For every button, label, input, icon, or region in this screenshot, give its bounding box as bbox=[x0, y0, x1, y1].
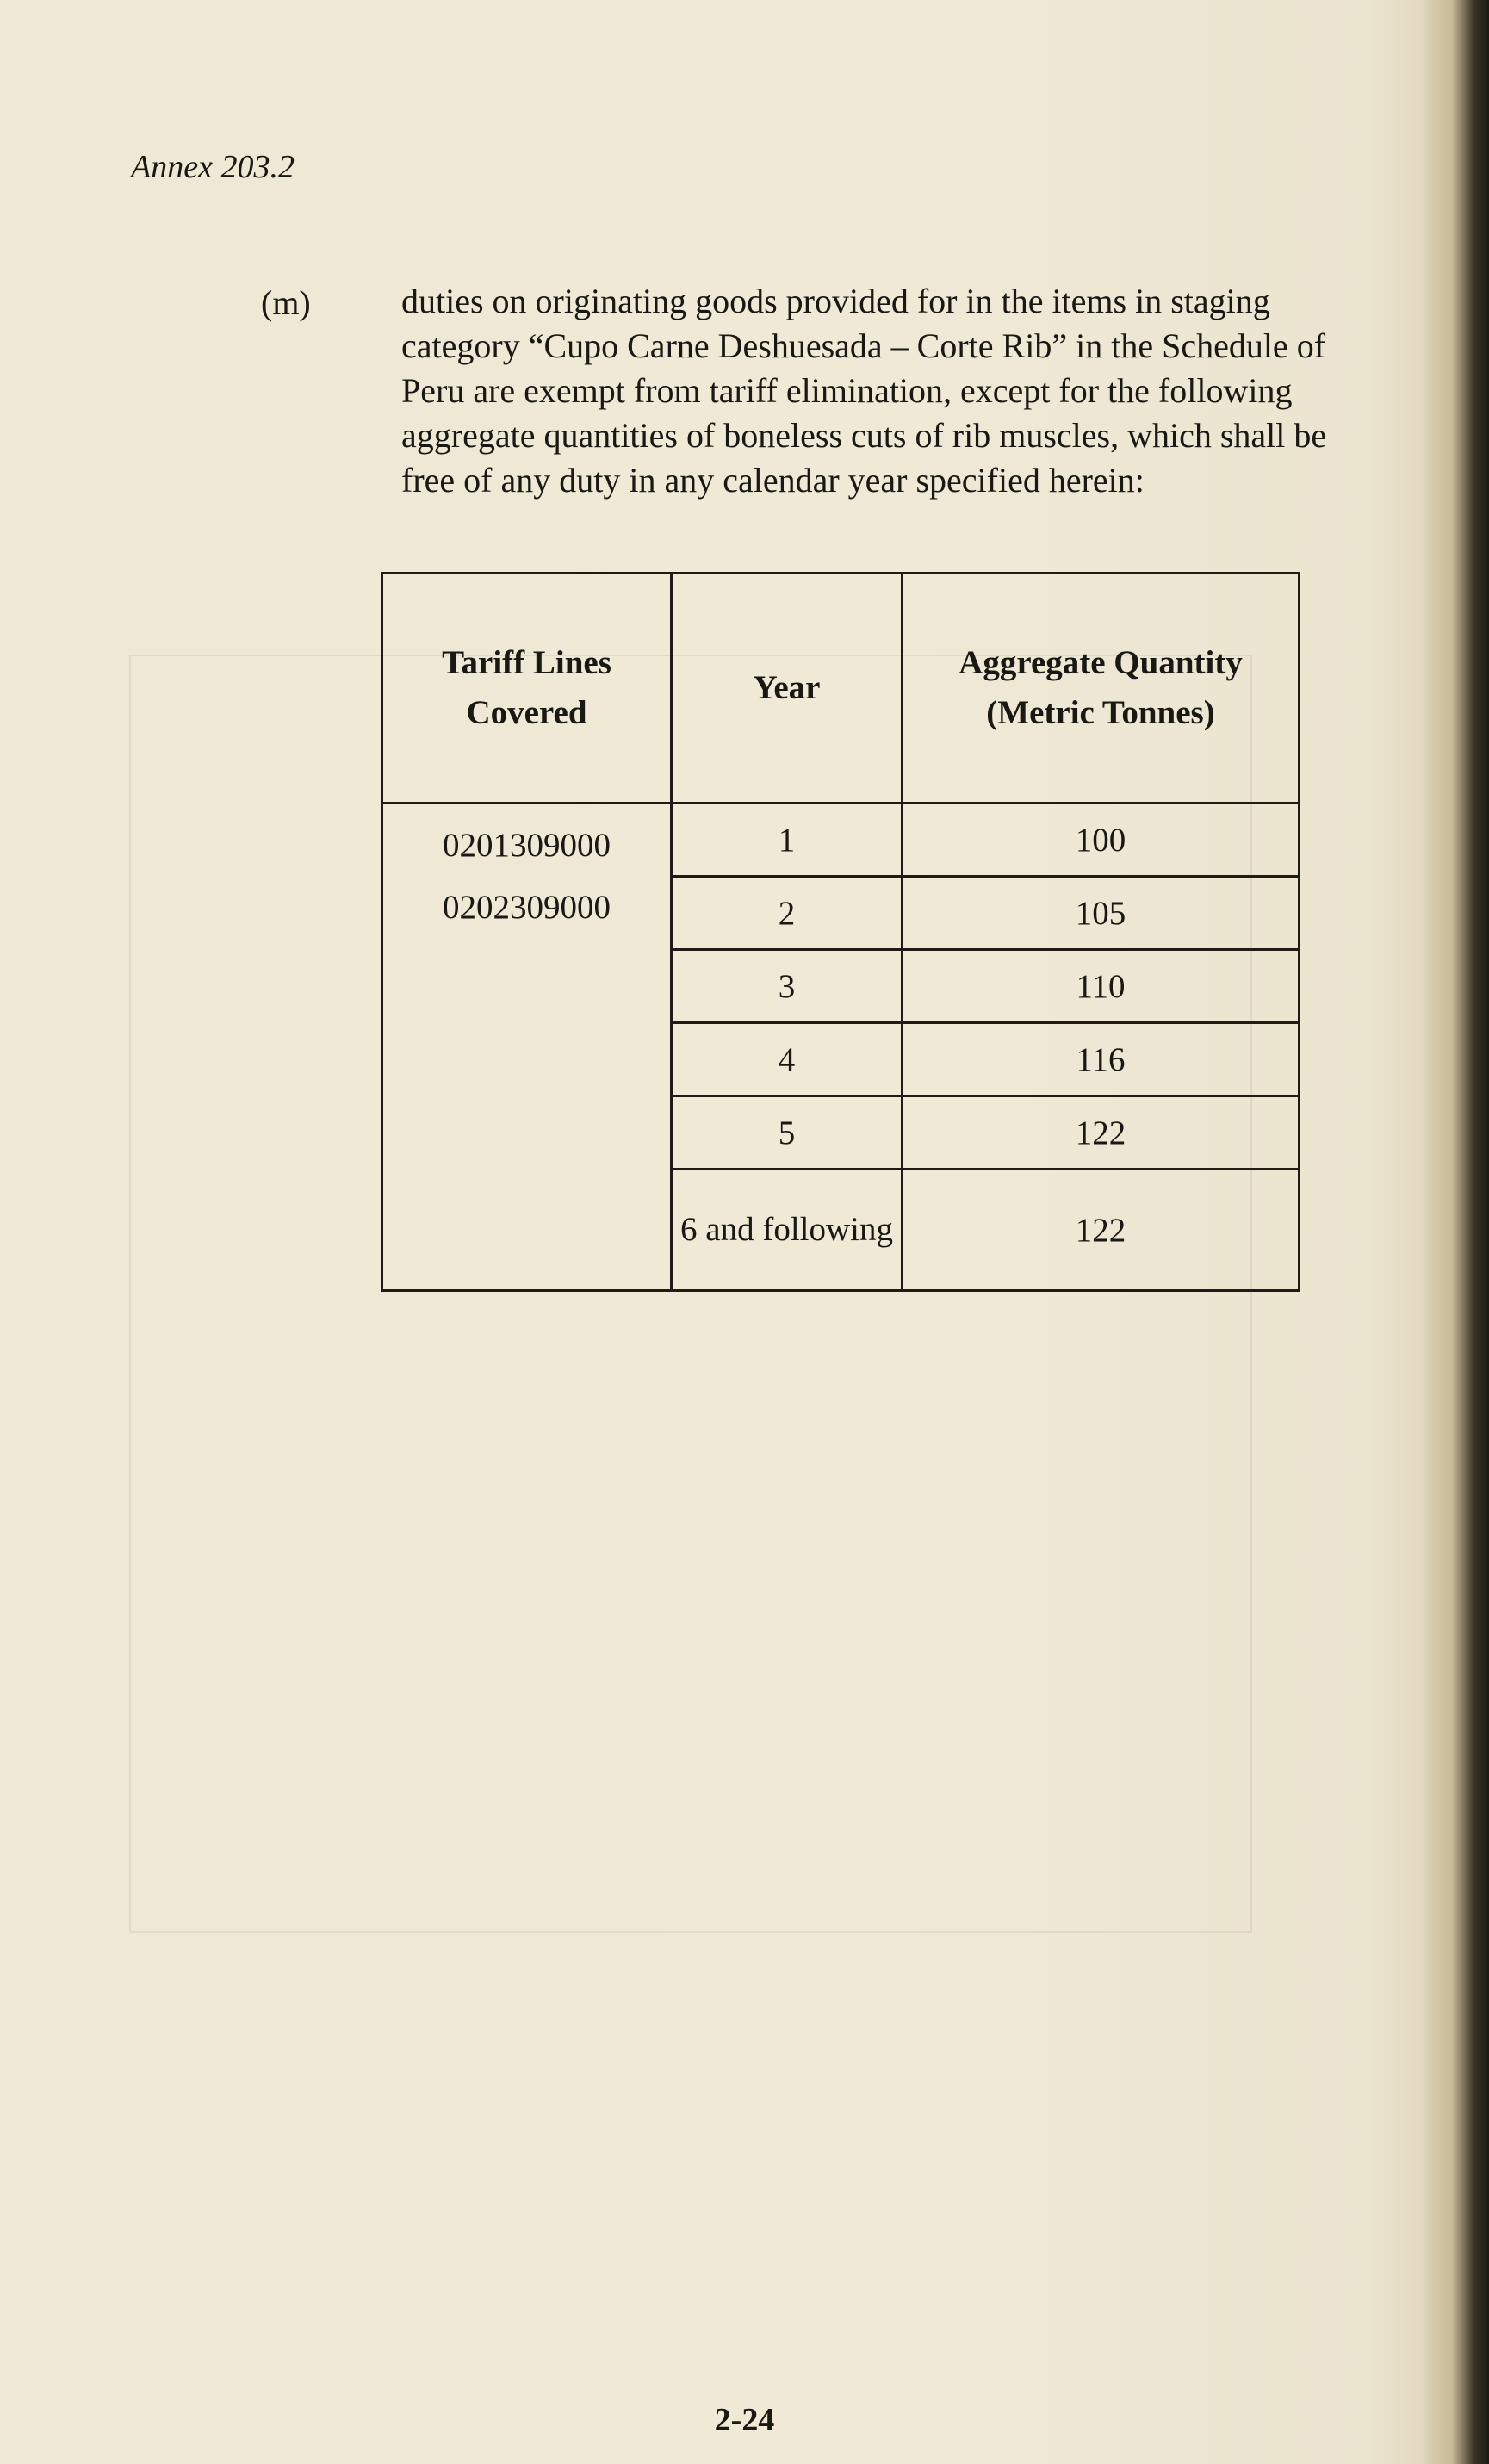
year-cell: 3 bbox=[672, 950, 903, 1023]
year-cell: 2 bbox=[672, 877, 903, 950]
paragraph-label: (m) bbox=[261, 283, 311, 322]
paragraph-text: duties on originating goods provided for in the items in staging category “Cupo Carne Deshuesada – Corte Rib” in the Schedule of Peru are exempt from tariff elimination, except for the following aggregate quantities of boneless cuts of rib muscles, which shall be free of any duty in any calendar year specified herein: bbox=[401, 282, 1327, 500]
annex-header: Annex 203.2 bbox=[131, 149, 295, 185]
tariff-line: 0202309000 bbox=[443, 889, 611, 926]
year-cell: 4 bbox=[672, 1023, 903, 1096]
year-cell: 6 and following bbox=[672, 1170, 903, 1291]
tariff-line: 0201309000 bbox=[443, 827, 611, 864]
table-header-row bbox=[382, 574, 1300, 804]
quantity-cell: 105 bbox=[903, 877, 1300, 950]
quantity-cell: 100 bbox=[903, 804, 1300, 877]
header-tariff-lines: Tariff Lines Covered bbox=[382, 574, 672, 804]
header-year: Year bbox=[672, 574, 903, 804]
page-number: 2-24 bbox=[714, 2402, 775, 2438]
quota-table bbox=[381, 572, 1300, 1292]
quantity-cell: 116 bbox=[903, 1023, 1300, 1096]
quantity-cell: 122 bbox=[903, 1096, 1300, 1170]
table-row bbox=[382, 804, 1300, 877]
quantity-cell: 110 bbox=[903, 950, 1300, 1023]
header-aggregate-quantity: Aggregate Quantity (Metric Tonnes) bbox=[903, 574, 1300, 804]
tariff-lines-cell bbox=[382, 804, 672, 1291]
year-cell: 5 bbox=[672, 1096, 903, 1170]
year-cell: 1 bbox=[672, 804, 903, 877]
quantity-cell: 122 bbox=[903, 1170, 1300, 1291]
